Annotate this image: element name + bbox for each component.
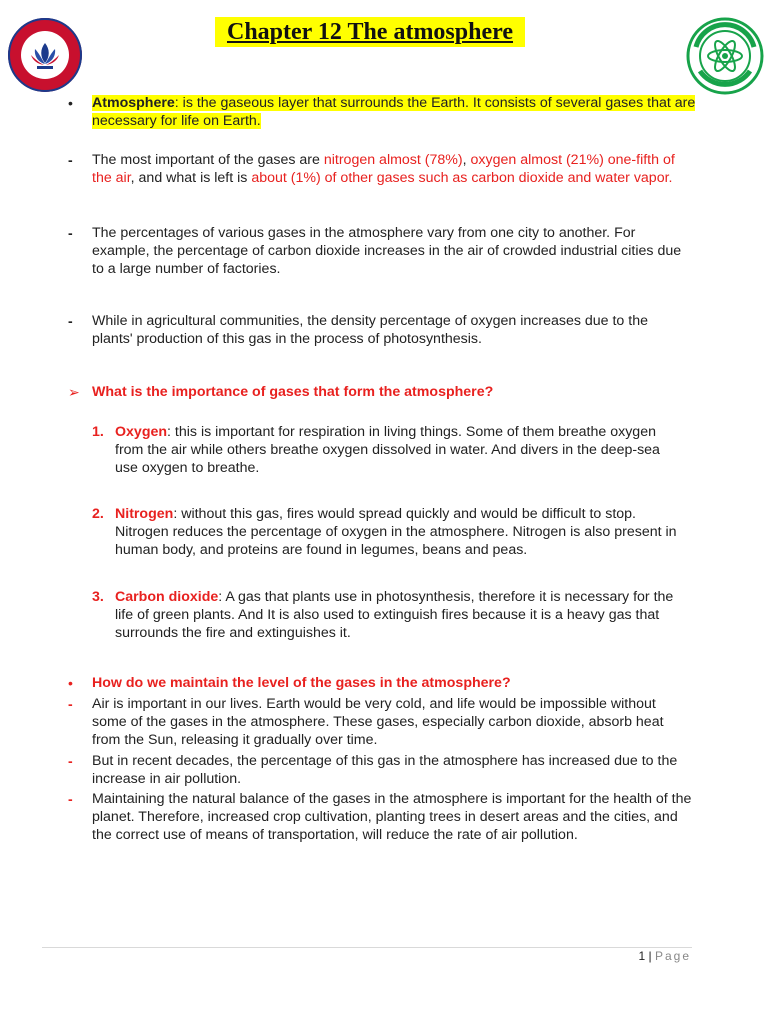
gas-item-nitrogen: Nitrogen: without this gas, fires would spread quickly and would be difficult to stop. Nitrogen reduces the percentage of oxygen in the atmosphere. Nitrogen is also present in human body, and proteins are found in legumes, beans and peas.: [115, 506, 677, 558]
dash-marker: -: [68, 696, 73, 712]
intro-definition: [92, 94, 702, 130]
dash-marker: -: [68, 225, 73, 241]
maintain-item: But in recent decades, the percentage of this gas in the atmosphere has increased due to the increase in air pollution.: [92, 753, 678, 787]
question-heading: How do we maintain the level of the gases in the atmosphere?: [92, 675, 511, 691]
maintain-item: Air is important in our lives. Earth would be very cold, and life would be impossible without some of the gases in the atmosphere. These gases, especially carbon dioxide, absorb heat from the Sun, releasing it gradually over time.: [92, 696, 664, 748]
ishik-primary-science-logo: [686, 17, 764, 95]
dash-item: While in agricultural communities, the density percentage of oxygen increases due to the plants' production of this gas in the process of photosynthesis.: [92, 313, 648, 347]
page-label: Page: [654, 949, 691, 963]
page-footer: [638, 949, 691, 963]
intro-term: Atmosphere: [92, 95, 175, 111]
footer-separator: |: [648, 949, 652, 963]
question-heading: What is the importance of gases that form the atmosphere?: [92, 384, 494, 400]
page-number: 1: [638, 949, 646, 963]
dash-item: The percentages of various gases in the atmosphere vary from one city to another. For example, the percentage of carbon dioxide increases in the air of crowded industrial cities due to a large number of factories.: [92, 225, 682, 277]
gas-item-oxygen: Oxygen: this is important for respiration in living things. Some of them breathe oxygen from the air while others breathe oxygen dissolved in water. And divers in the deep-sea use oxygen to breathe.: [115, 424, 660, 476]
baghdad-school-logo: [7, 17, 83, 93]
dash-item: The most important of the gases are nitrogen almost (78%), oxygen almost (21%) one-fifth of the air, and what is left is about (1%) of other gases such as carbon dioxide and water vapor.: [92, 152, 675, 186]
dash-marker: -: [68, 152, 73, 168]
dash-marker: -: [68, 791, 73, 807]
bullet-dot: •: [68, 95, 73, 111]
dash-marker: -: [68, 753, 73, 769]
dash-marker: -: [68, 313, 73, 329]
maintain-item: Maintaining the natural balance of the gases in the atmosphere is important for the health of the planet. Therefore, increased crop cultivation, planting trees in desert areas and the cities, and the correct use of means of transportation, will reduce the rate of air pollution.: [92, 791, 692, 843]
gas-item-carbon-dioxide: Carbon dioxide: A gas that plants use in photosynthesis, therefore it is necessary for the life of green plants. And It is also used to extinguish fires because it is a heavy gas that surrounds the fire and extinguishes it.: [115, 589, 674, 641]
bullet-dot: •: [68, 675, 73, 691]
arrow-bullet-icon: ➢: [68, 384, 80, 400]
footer-divider: [42, 947, 692, 948]
intro-text: : is the gaseous layer that surrounds the Earth. It consists of several gases that are necessary for life on Earth.: [92, 95, 696, 129]
page-title: Chapter 12 The atmosphere: [215, 17, 525, 47]
